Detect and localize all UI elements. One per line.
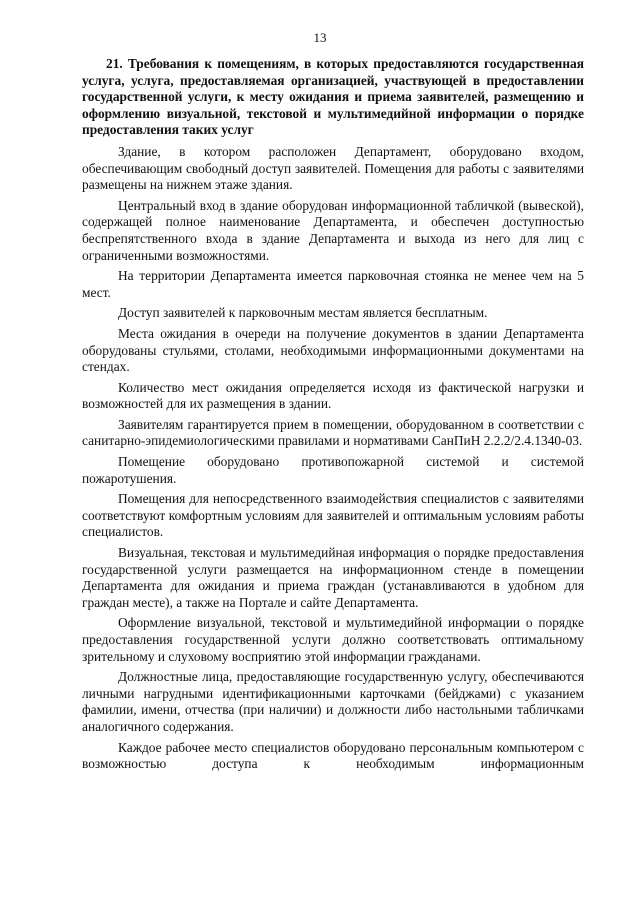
paragraph-building-entrance: Здание, в котором расположен Департамент, оборудовано входом, обеспечивающим свободный доступ заявителей. Помещения для работы с заявителями размещены на нижнем этаже здания. (82, 143, 584, 193)
paragraph-workplace: Каждое рабочее место специалистов оборудовано персональным компьютером с возможностью доступа к необходимым информационным (82, 739, 584, 772)
section-heading: 21. Требования к помещениям, в которых предоставляются государственная услуга, услуга, предоставляемая организацией, участвующей в предоставлении государственной услуги, к месту ожидания и приема заявителей, размещению и оформлению визуальной, текстовой и мультимедийной информации о порядке предоставления таких услуг (82, 56, 584, 138)
paragraph-waiting-count: Количество мест ожидания определяется исходя из фактической нагрузки и возможностей для их размещения в здании. (82, 379, 584, 412)
page-number: 13 (313, 30, 327, 45)
paragraph-badges: Должностные лица, предоставляющие государственную услугу, обеспечиваются личными нагрудными идентификационными карточками (бейджами) с указанием фамилии, имени, отчества (при наличии) и должности либо настольными табличками аналогичного содержания. (82, 669, 584, 734)
paragraph-parking-free: Доступ заявителей к парковочным местам является бесплатным. (118, 305, 488, 321)
paragraph-info-design: Оформление визуальной, текстовой и мультимедийной информации о порядке предоставления государственной услуги должно соответствовать оптимальному зрительному и слуховому восприятию этой информации гражданами. (82, 615, 584, 664)
paragraph-interaction-rooms: Помещения для непосредственного взаимодействия специалистов с заявителями соответствуют комфортным условиям для заявителей и оптимальным условиям работы специалистов. (82, 491, 584, 540)
document-body (82, 56, 584, 773)
paragraph-info-stand: Визуальная, текстовая и мультимедийная информация о порядке предоставления государственной услуги размещается на информационном стенде в помещении Департамента для ожидания и приема граждан (устанавливаются в удобном для граждан месте), а также на Портале и сайте Департамента. (82, 545, 584, 610)
paragraph-parking: На территории Департамента имеется парковочная стоянка не менее чем на 5 мест. (82, 268, 584, 300)
paragraph-fire-system: Помещение оборудовано противопожарной системой и системой пожаротушения. (82, 454, 584, 486)
paragraph-central-entrance: Центральный вход в здание оборудован информационной табличкой (вывеской), содержащей полное наименование Департамента, и обеспечен доступностью беспрепятственного входа в здание Департамента и выхода из него для лиц с ограниченными возможностями. (82, 197, 584, 263)
paragraph-waiting-places: Места ожидания в очереди на получение документов в здании Департамента оборудованы стульями, столами, необходимыми информационными документами на стендах. (82, 325, 584, 375)
paragraph-sanitary-rules: Заявителям гарантируется прием в помещении, оборудованном в соответствии с санитарно-эпидемиологическими правилами и нормативами СанПиН 2.2.2/2.4.1340-03. (82, 416, 584, 449)
